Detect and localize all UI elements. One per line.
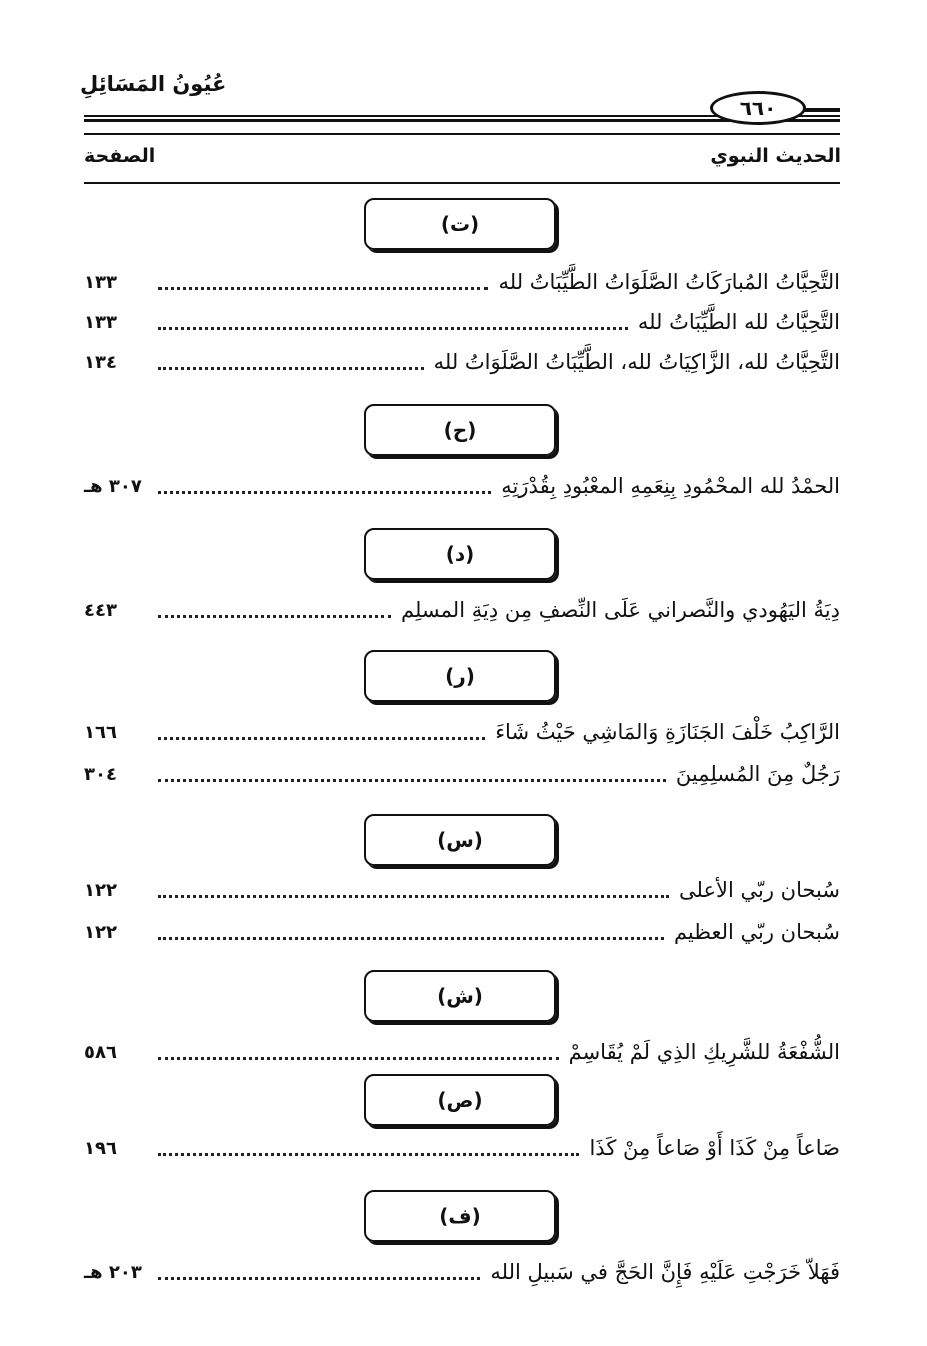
section-letter-box: (ف) [364, 1190, 556, 1242]
entry-text: فَهَلاّ خَرَجْتِ عَلَيْهِ فَإِنَّ الحَجَّ في سَبيلِ الله [490, 1260, 840, 1284]
index-entry [84, 1254, 840, 1290]
section-letter-box: (س) [364, 814, 556, 866]
index-entry [84, 914, 840, 950]
leader-dots [158, 1275, 480, 1280]
entry-text: دِيَةُ اليَهُودي والنَّصراني عَلَى النِّصفِ مِن دِيَةِ المسلِم [401, 598, 840, 622]
entry-page: ١٣٣ [84, 271, 117, 293]
index-entry [84, 1034, 840, 1070]
section-letter-box: (ت) [364, 198, 556, 250]
entry-text: الشُّفْعَةُ للشَّرِيكِ الذِي لَمْ يُقَاسِمْ [568, 1040, 840, 1064]
section-letter-box: (د) [364, 528, 556, 580]
index-entry [84, 1130, 840, 1166]
leader-dots [158, 325, 628, 330]
leader-dots [158, 285, 488, 290]
entry-text: الحمْدُ لله المحْمُودِ بِنِعَمِهِ المعْبُودِ بِقُدْرَتِهِ [501, 474, 840, 498]
column-heading-page: الصفحة [84, 145, 156, 167]
entry-text: التَّحِيَّاتُ المُبارَكَاتُ الصَّلَوَاتُ الطَّيِّبَاتُ لله [498, 270, 840, 294]
entry-page: ١٢٢ [84, 921, 117, 943]
section-letter-box: (ص) [364, 1074, 556, 1126]
book-title: عُيُونُ المَسَائِلِ [80, 72, 227, 96]
entry-text: الرَّاكِبُ خَلْفَ الجَنَازَةِ وَالمَاشِي حَيْثُ شَاءَ [495, 720, 840, 744]
index-entry [84, 714, 840, 750]
index-entry [84, 872, 840, 908]
entry-page: ١٣٤ [84, 351, 117, 373]
entry-page: ١٦٦ [84, 721, 117, 743]
leader-dots [158, 735, 485, 740]
entry-text: صَاعاً مِنْ كَذَا أَوْ صَاعاً مِنْ كَذَا [589, 1136, 840, 1160]
index-entry [84, 264, 840, 300]
leader-dots [158, 489, 491, 494]
entry-text: التَّحِيَّاتُ لله الطَّيِّبَاتُ لله [637, 310, 840, 334]
entry-page: ٤٤٣ [84, 599, 117, 621]
index-entry [84, 756, 840, 792]
leader-dots [158, 893, 669, 898]
leader-dots [158, 1055, 559, 1060]
leader-dots [158, 777, 666, 782]
entry-page: ٣٠٧ هـ [84, 475, 142, 497]
index-entry [84, 344, 840, 380]
section-letter-box: (ر) [364, 650, 556, 702]
leader-dots [158, 365, 424, 370]
index-entry [84, 592, 840, 628]
section-letter-box: (ش) [364, 970, 556, 1022]
section-letter-box: (ح) [364, 404, 556, 456]
entry-text: سُبحان ربّي العظيم [673, 920, 840, 944]
leader-dots [158, 1151, 579, 1156]
entry-text: التَّحِيَّاتُ لله، الزَّاكِيَاتُ لله، الطَّيِّبَاتُ الصَّلَوَاتُ لله [433, 350, 840, 374]
entry-page: ٥٨٦ [84, 1041, 117, 1063]
entry-page: ١٢٢ [84, 879, 117, 901]
heading-underline [84, 182, 840, 184]
index-entry [84, 304, 840, 340]
entry-page: ٣٠٤ [84, 763, 117, 785]
leader-dots [158, 613, 391, 618]
entry-page: ١٣٣ [84, 311, 117, 333]
index-entry [84, 468, 840, 504]
leader-dots [158, 935, 664, 940]
column-heading-hadith: الحديث النبوي [710, 145, 841, 167]
page-number: ٦٦٠ [710, 91, 806, 125]
entry-text: سُبحان ربّي الأعلى [679, 878, 840, 902]
entry-page: ١٩٦ [84, 1137, 117, 1159]
entry-page: ٢٠٣ هـ [84, 1261, 142, 1283]
entry-text: رَجُلٌ مِنَ المُسلِمِينَ [675, 762, 840, 786]
